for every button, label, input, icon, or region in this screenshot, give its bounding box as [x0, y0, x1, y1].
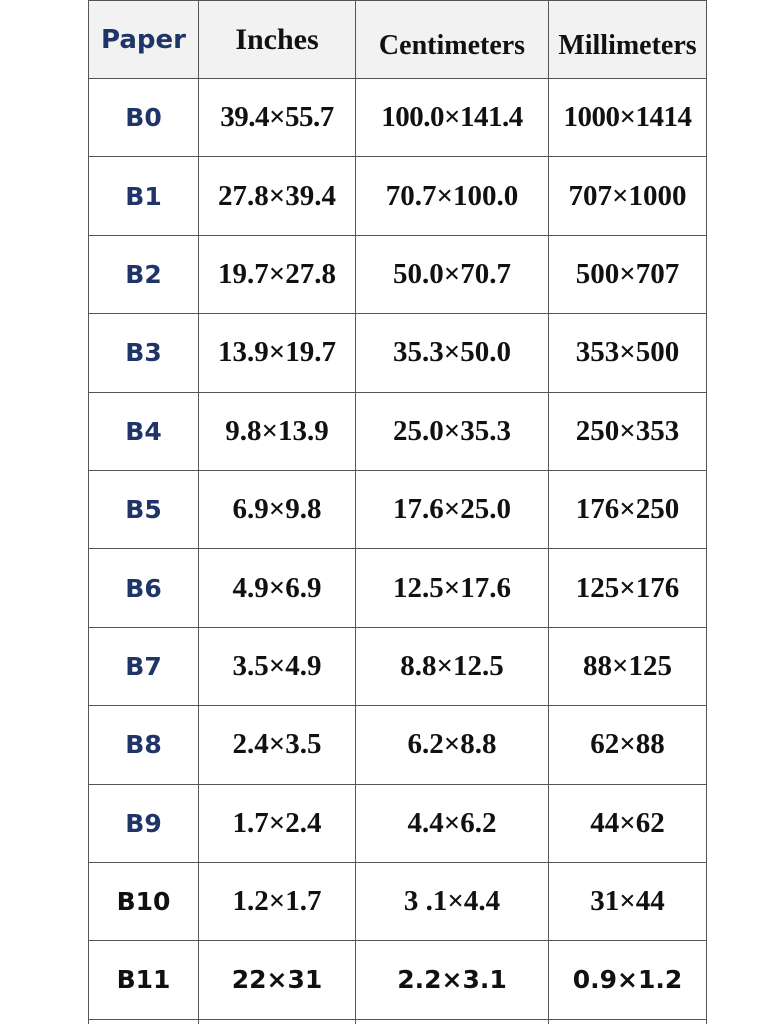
- cell-inches: 6.9×9.8: [199, 470, 356, 548]
- cell-inches: 9.8×13.9: [199, 392, 356, 470]
- cell-centimeters: 6.2×8.8: [356, 706, 549, 784]
- cell-paper: B7: [89, 627, 199, 705]
- table-row: [89, 862, 707, 940]
- cell-paper: B8: [89, 706, 199, 784]
- cell-millimeters: 353×500: [549, 314, 707, 392]
- table-row: [89, 784, 707, 862]
- table-row: [89, 627, 707, 705]
- cell-centimeters: 12.5×17.6: [356, 549, 549, 627]
- cell-centimeters: 35.3×50.0: [356, 314, 549, 392]
- cell-paper: B0: [89, 79, 199, 157]
- table-row-partial: [89, 1019, 707, 1024]
- cell-centimeters: 3 .1×4.4: [356, 862, 549, 940]
- header-paper: Paper: [89, 1, 199, 79]
- cell-paper: B11: [89, 941, 199, 1019]
- table-row: [89, 470, 707, 548]
- cell-centimeters: 17.6×25.0: [356, 470, 549, 548]
- cell-centimeters: 50.0×70.7: [356, 235, 549, 313]
- cell-millimeters: 500×707: [549, 235, 707, 313]
- header-inches: Inches: [199, 1, 356, 79]
- cell-inches: 2.4×3.5: [199, 706, 356, 784]
- cell-paper: B1: [89, 157, 199, 235]
- cell-millimeters: 176×250: [549, 470, 707, 548]
- table-row: [89, 706, 707, 784]
- table-body: [89, 79, 707, 1024]
- cell-paper: B6: [89, 549, 199, 627]
- cell-paper: B5: [89, 470, 199, 548]
- cell-inches: 13.9×19.7: [199, 314, 356, 392]
- cell-millimeters: 31×44: [549, 862, 707, 940]
- cell-paper: B2: [89, 235, 199, 313]
- cell-paper: B3: [89, 314, 199, 392]
- cell-centimeters: 100.0×141.4: [356, 79, 549, 157]
- cell-inches: 39.4×55.7: [199, 79, 356, 157]
- cell-inches: 22×31: [199, 941, 356, 1019]
- cell-empty: [89, 1019, 199, 1024]
- table-row: [89, 235, 707, 313]
- cell-empty: [549, 1019, 707, 1024]
- cell-centimeters: 4.4×6.2: [356, 784, 549, 862]
- cell-millimeters: 0.9×1.2: [549, 941, 707, 1019]
- table-row: [89, 941, 707, 1019]
- header-millimeters: Millimeters: [549, 1, 707, 79]
- cell-millimeters: 44×62: [549, 784, 707, 862]
- table-row: [89, 392, 707, 470]
- cell-paper: B4: [89, 392, 199, 470]
- cell-centimeters: 8.8×12.5: [356, 627, 549, 705]
- cell-paper: B9: [89, 784, 199, 862]
- cell-inches: 27.8×39.4: [199, 157, 356, 235]
- cell-millimeters: 707×1000: [549, 157, 707, 235]
- table-row: [89, 314, 707, 392]
- table-row: [89, 549, 707, 627]
- cell-inches: 4.9×6.9: [199, 549, 356, 627]
- paper-size-table: [88, 0, 707, 1024]
- table-row: [89, 79, 707, 157]
- cell-centimeters: 25.0×35.3: [356, 392, 549, 470]
- cell-millimeters: 1000×1414: [549, 79, 707, 157]
- cell-millimeters: 88×125: [549, 627, 707, 705]
- cell-centimeters: 70.7×100.0: [356, 157, 549, 235]
- cell-millimeters: 62×88: [549, 706, 707, 784]
- cell-centimeters: 2.2×3.1: [356, 941, 549, 1019]
- cell-paper: B10: [89, 862, 199, 940]
- cell-inches: 1.2×1.7: [199, 862, 356, 940]
- cell-inches: 3.5×4.9: [199, 627, 356, 705]
- cell-empty: [199, 1019, 356, 1024]
- cell-inches: 1.7×2.4: [199, 784, 356, 862]
- table-row: [89, 157, 707, 235]
- cell-millimeters: 125×176: [549, 549, 707, 627]
- header-row: [89, 1, 707, 79]
- header-centimeters: Centimeters: [356, 1, 549, 79]
- cell-inches: 19.7×27.8: [199, 235, 356, 313]
- cell-millimeters: 250×353: [549, 392, 707, 470]
- cell-empty: [356, 1019, 549, 1024]
